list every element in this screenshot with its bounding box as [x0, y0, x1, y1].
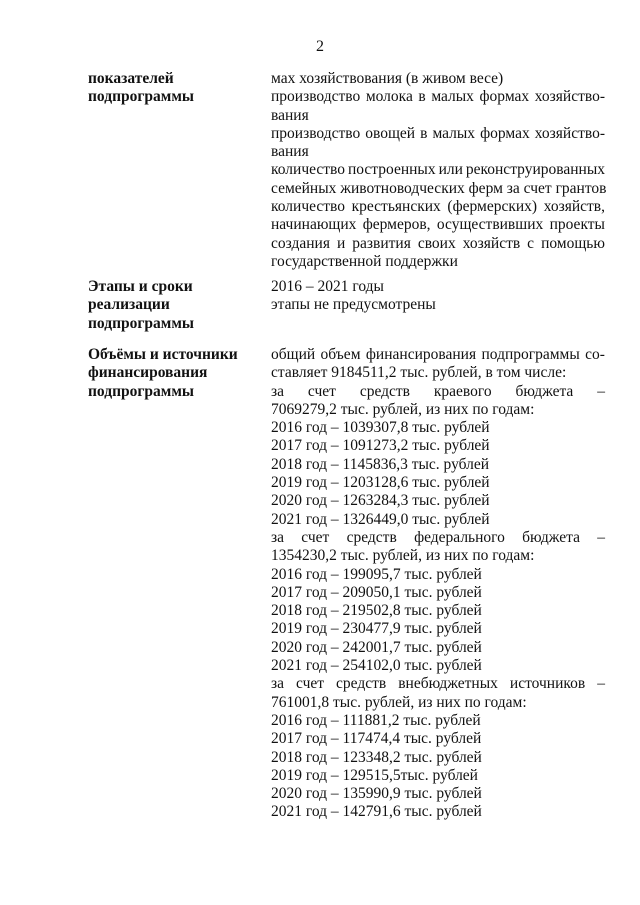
label-line: показателей	[88, 70, 174, 87]
word: хозяйствования	[299, 70, 403, 87]
word: средств	[346, 528, 397, 546]
label-line: Этапы и сроки	[88, 278, 193, 295]
word: бюджета	[522, 528, 580, 546]
text-line	[271, 456, 605, 474]
word: поддержки	[385, 252, 458, 270]
word: овощей	[365, 124, 416, 142]
word: 2020 год – 135990,9 тыс. рублей	[271, 785, 482, 803]
word: весе)	[469, 70, 504, 87]
word: грантов	[555, 179, 607, 197]
word: источников	[509, 675, 586, 693]
word: со-	[585, 346, 605, 363]
word: 2017 год – 117474,4 тыс. рублей	[271, 730, 482, 748]
word: производство	[271, 124, 361, 142]
word: количество	[271, 161, 345, 179]
text-line	[271, 547, 605, 565]
word: формах	[480, 124, 530, 142]
word: и	[336, 234, 346, 252]
word: с	[527, 234, 535, 252]
word: 2019 год – 1203128,6 тыс. рублей	[271, 474, 490, 492]
text-line	[271, 143, 605, 161]
word: за	[271, 528, 285, 546]
word: счет	[301, 528, 330, 546]
text-line	[271, 70, 605, 88]
word: счет	[523, 179, 552, 197]
label-line: подпрограммы	[88, 314, 195, 332]
word: счет	[307, 382, 336, 400]
word: 2021 год – 254102,0 тыс. рублей	[271, 657, 482, 675]
text-line	[271, 749, 605, 767]
word: хозяйство-	[534, 124, 605, 142]
label-line: подпрограммы	[88, 382, 195, 400]
text-line	[271, 566, 605, 584]
word: ставляет 9184511,2 тыс. рублей, в том числе:	[271, 364, 567, 382]
word: объем	[320, 346, 361, 363]
word: малых	[432, 124, 476, 142]
word: (фермерских)	[447, 198, 538, 216]
word: ферм	[468, 179, 503, 197]
text-line	[271, 401, 605, 419]
word: краевого	[433, 382, 492, 400]
word: хозяйств,	[543, 198, 605, 216]
text-line	[271, 161, 605, 179]
word: мах	[271, 70, 296, 87]
word: 2016 – 2021 годы	[271, 278, 384, 295]
word: построенных	[347, 161, 436, 179]
text-line	[271, 364, 605, 382]
word: 2018 год – 123348,2 тыс. рублей	[271, 748, 482, 766]
section-label	[88, 278, 248, 333]
word: средств	[336, 675, 387, 693]
word: осуществивших	[436, 216, 544, 234]
word: общий	[271, 346, 316, 363]
word: (в	[405, 70, 419, 87]
word: начинающих	[271, 216, 357, 234]
section-content	[271, 278, 605, 315]
word: вания	[271, 143, 309, 161]
label-line: Объёмы и источники	[88, 346, 238, 363]
word: создания	[271, 234, 330, 252]
text-line	[271, 675, 605, 693]
word: за	[271, 382, 285, 400]
text-line	[271, 529, 605, 547]
word: 2019 год – 129515,5тыс. рублей	[271, 766, 478, 784]
word: семейных	[271, 179, 337, 197]
text-line	[271, 383, 605, 401]
word: этапы не предусмотрены	[271, 296, 436, 314]
word: 2017 год – 1091273,2 тыс. рублей	[271, 437, 490, 455]
word: молока	[365, 88, 413, 106]
word: фермеров,	[362, 216, 431, 234]
section-content	[271, 70, 605, 271]
text-line	[271, 694, 605, 712]
word: подпрограммы	[481, 346, 580, 363]
section-label	[88, 346, 248, 401]
text-line	[271, 278, 605, 296]
word: 2020 год – 242001,7 тыс. рублей	[271, 638, 482, 656]
text-line	[271, 235, 605, 253]
word: 7069279,2 тыс. рублей, из них по годам:	[271, 400, 535, 418]
text-line	[271, 730, 605, 748]
word: внебюджетных	[398, 675, 498, 693]
text-line	[271, 198, 605, 216]
text-line	[271, 437, 605, 455]
word: проекты	[549, 216, 605, 234]
text-line	[271, 803, 605, 821]
word: государственной	[271, 252, 382, 270]
word: за	[271, 675, 285, 693]
word: 2021 год – 1326449,0 тыс. рублей	[271, 510, 490, 528]
word: живом	[422, 70, 466, 87]
text-line	[271, 474, 605, 492]
word: 2016 год – 111881,2 тыс. рублей	[271, 711, 481, 729]
text-line	[271, 107, 605, 125]
word: хозяйство-	[534, 88, 605, 106]
word: 2016 год – 199095,7 тыс. рублей	[271, 565, 482, 583]
text-line	[271, 657, 605, 675]
word: бюджета	[515, 382, 574, 400]
text-line	[271, 785, 605, 803]
word: формах	[479, 88, 530, 106]
word: 2018 год – 219502,8 тыс. рублей	[271, 602, 482, 620]
word: крестьянских	[351, 198, 441, 216]
label-line: финансирования	[88, 364, 208, 382]
word: реконструированных	[465, 161, 605, 179]
word: 2021 год – 142791,6 тыс. рублей	[271, 803, 482, 821]
word: животноводческих	[340, 179, 465, 197]
word: развития	[352, 234, 411, 252]
word: финансирования	[365, 346, 477, 363]
text-line	[271, 602, 605, 620]
text-line	[271, 253, 605, 271]
text-line	[271, 419, 605, 437]
text-line	[271, 125, 605, 143]
word: 1354230,2 тыс. рублей, из них по годам:	[271, 547, 535, 565]
text-line	[271, 712, 605, 730]
word: малых	[431, 88, 474, 106]
text-line	[271, 216, 605, 234]
word: –	[597, 382, 605, 400]
word: 2016 год – 1039307,8 тыс. рублей	[271, 419, 490, 437]
text-line	[271, 767, 605, 785]
word: за	[506, 179, 520, 197]
word: своих	[417, 234, 456, 252]
text-line	[271, 620, 605, 638]
word: или	[438, 161, 463, 179]
word: количество	[271, 198, 345, 216]
section-content	[271, 346, 605, 822]
word: в	[420, 124, 428, 142]
word: производство	[271, 88, 361, 106]
text-line	[271, 296, 605, 314]
text-line	[271, 88, 605, 106]
section-label	[88, 70, 248, 107]
word: помощью	[541, 234, 605, 252]
text-line	[271, 180, 605, 198]
word: –	[597, 528, 605, 546]
word: 2020 год – 1263284,3 тыс. рублей	[271, 492, 490, 510]
word: федерального	[414, 528, 505, 546]
text-line	[271, 492, 605, 510]
word: счет	[296, 675, 325, 693]
word: вания	[271, 106, 309, 124]
word: в	[418, 88, 426, 106]
text-line	[271, 346, 605, 364]
label-line: реализации	[88, 296, 170, 314]
word: 761001,8 тыс. рублей, из них по годам:	[271, 693, 527, 711]
page-number: 2	[316, 38, 324, 55]
word: хозяйств	[462, 234, 521, 252]
word: 2017 год – 209050,1 тыс. рублей	[271, 583, 482, 601]
word: –	[597, 675, 605, 693]
text-line	[271, 584, 605, 602]
label-line: подпрограммы	[88, 88, 195, 106]
text-line	[271, 639, 605, 657]
word: 2018 год – 1145836,3 тыс. рублей	[271, 455, 490, 473]
text-line	[271, 511, 605, 529]
word: средств	[359, 382, 410, 400]
word: 2019 год – 230477,9 тыс. рублей	[271, 620, 482, 638]
